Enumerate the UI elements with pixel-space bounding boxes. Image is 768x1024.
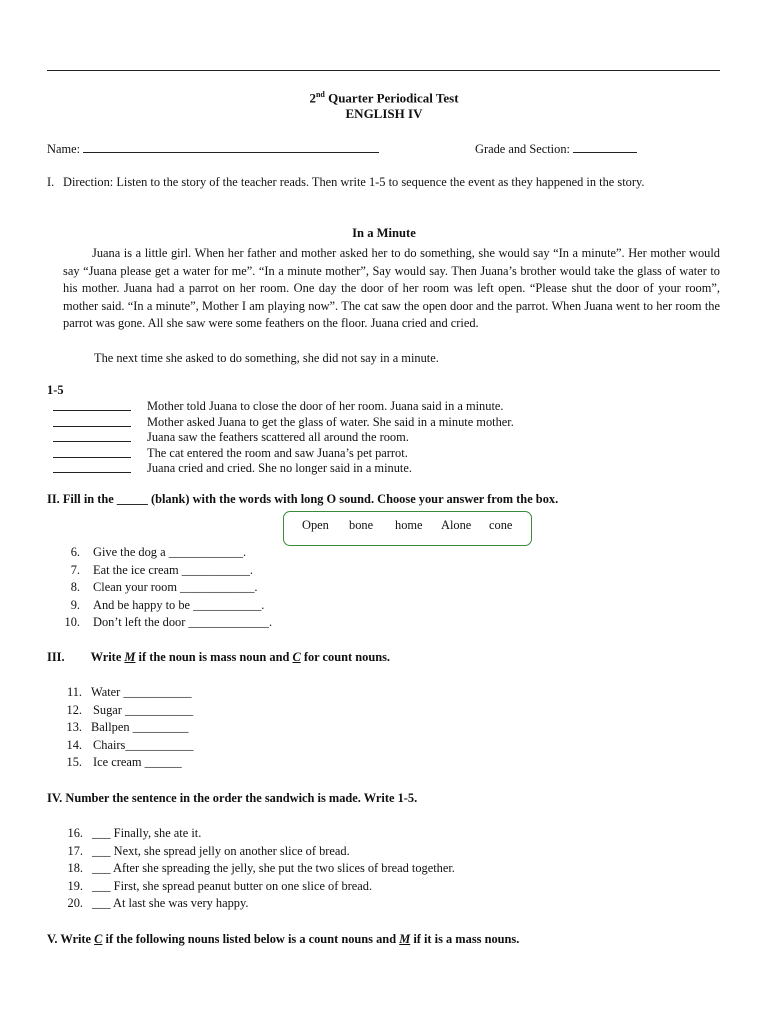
item-number: 13. [66,720,82,735]
item-text: ___ After she spreading the jelly, she put the two slices of bread together. [92,861,455,876]
section3-list [56,684,356,772]
sequence-item[interactable] [53,461,412,477]
story-paragraph-1 [63,245,720,333]
list-item[interactable] [56,754,356,772]
sequence-item[interactable] [53,430,409,446]
list-item[interactable] [56,737,356,755]
item-number: 16. [67,826,83,840]
word-option: cone [489,518,513,532]
item-text: ___ Finally, she ate it. [92,826,202,840]
item-number: 7. [70,562,80,577]
item-text: Water ___________ [91,685,192,699]
section5-heading [47,932,519,947]
item-number: 11. [66,685,82,699]
top-rule [47,70,720,71]
word-option: bone [349,518,374,532]
word-box [283,511,532,546]
heading-part: if it is a mass nouns. [410,932,520,946]
word-option: Alone [441,518,472,532]
item-number: 8. [70,580,80,595]
heading-part: if the following nouns listed below is a count nouns and [102,932,400,946]
item-text: ___ At last she was very happy. [92,896,249,911]
sequence-blank[interactable] [53,446,131,458]
word-option: Open [302,518,329,532]
section4-heading: IV. Number the sentence in the order the sandwich is made. Write 1-5. [47,791,418,805]
story-text: Juana is a little girl. When her father and mother asked her to do something, she would say “In a minute”. Her mother would say “Juana please get a water for me”. “In a minute mother”, Say would say. Then Juana’s brother would take the glass of water to his mother. Juana had a parrot on her room. One day the door of her room was left open. “Please shut the door of your room”, mother said. “In a minute”, Mother I am playing now”. The cat saw the open door and the parrot. When Juana went to her room the parrot was gone. All she saw were some feathers on the floor. Juana cried and cried. [63,246,720,330]
item-text: Give the dog a ____________. [93,545,247,559]
mass-letter: M [124,650,136,664]
story-title: In a Minute [352,226,416,240]
name-field [47,140,379,157]
grade-field [475,140,637,157]
page-title [0,90,768,106]
sequence-blank[interactable] [53,399,131,411]
heading-part: if the noun is mass noun and [135,650,293,664]
section1-roman: I. [47,175,55,189]
section2-list [56,544,456,632]
sequence-text: The cat entered the room and saw Juana’s pet parrot. [147,445,408,460]
name-blank[interactable] [83,140,379,153]
item-number: 6. [70,545,80,559]
sequence-text: Mother asked Juana to get the glass of water. She said in a minute mother. [147,414,514,429]
count-letter: C [292,650,301,664]
title-suffix: nd [315,90,325,99]
section1-direction [63,174,720,192]
count-letter: C [94,932,103,946]
section3-roman: III. [47,650,65,664]
list-item[interactable] [56,597,456,615]
grade-blank[interactable] [573,140,637,153]
item-text: Eat the ice cream ___________. [93,562,253,577]
item-number: 9. [70,597,80,612]
subject-title: ENGLISH IV [345,106,423,121]
item-text: ___ First, she spread peanut butter on one slice of bread. [92,878,373,893]
item-number: 18. [67,861,83,876]
sequence-item[interactable] [53,414,514,431]
item-text: Clean your room ____________. [93,580,258,595]
item-number: 14. [66,737,82,752]
list-item[interactable] [56,895,656,913]
item-text: Don’t left the door _____________. [93,615,273,630]
heading-part: for count nouns. [300,650,391,664]
item-text: Ballpen _________ [91,720,189,735]
story-paragraph-2: The next time she asked to do something, she did not say in a minute. [94,351,439,365]
item-text: Sugar ___________ [93,702,194,717]
sequence-item[interactable] [53,399,504,415]
item-number: 15. [66,755,82,770]
mass-letter: M [399,932,411,946]
list-item[interactable] [56,544,456,562]
item-text: Chairs___________ [93,737,194,752]
list-item[interactable] [56,825,656,843]
item-number: 12. [66,702,82,717]
direction-text: Direction: Listen to the story of the teacher reads. Then write 1-5 to sequence the event as they happened in the story. [63,175,645,189]
item-text: ___ Next, she spread jelly on another slice of bread. [92,843,350,858]
sequence-blank[interactable] [53,461,131,473]
item-number: 19. [67,878,83,893]
name-label: Name: [47,142,81,156]
sequence-text: Mother told Juana to close the door of her room. Juana said in a minute. [147,399,504,413]
range-label: 1-5 [47,383,64,397]
list-item[interactable] [56,860,656,878]
sequence-blank[interactable] [53,430,131,442]
sequence-blank[interactable] [53,415,131,427]
heading-part: V. Write [47,932,95,946]
list-item[interactable] [56,843,656,861]
list-item[interactable] [56,579,456,597]
section3-heading [47,650,390,665]
list-item[interactable] [56,719,356,737]
word-option: home [395,518,423,532]
sequence-text: Juana saw the feathers scattered all around the room. [147,430,409,444]
sequence-text: Juana cried and cried. She no longer said in a minute. [147,461,412,475]
section2-heading: II. Fill in the _____ (blank) with the words with long O sound. Choose your answer from the box. [47,492,559,506]
list-item[interactable] [56,614,456,632]
list-item[interactable] [56,878,656,896]
list-item[interactable] [56,684,356,702]
item-text: And be happy to be ___________. [93,597,265,612]
section4-list [56,825,656,913]
item-number: 10. [64,615,80,630]
item-number: 20. [67,896,83,911]
list-item[interactable] [56,562,456,580]
list-item[interactable] [56,702,356,720]
grade-label: Grade and Section: [475,142,570,156]
title-number: 2 [309,90,316,106]
item-text: Ice cream ______ [93,755,182,770]
item-number: 17. [67,843,83,858]
title-text: Quarter Periodical Test [328,90,459,106]
sequence-item[interactable] [53,445,408,462]
heading-part: Write [90,650,125,664]
